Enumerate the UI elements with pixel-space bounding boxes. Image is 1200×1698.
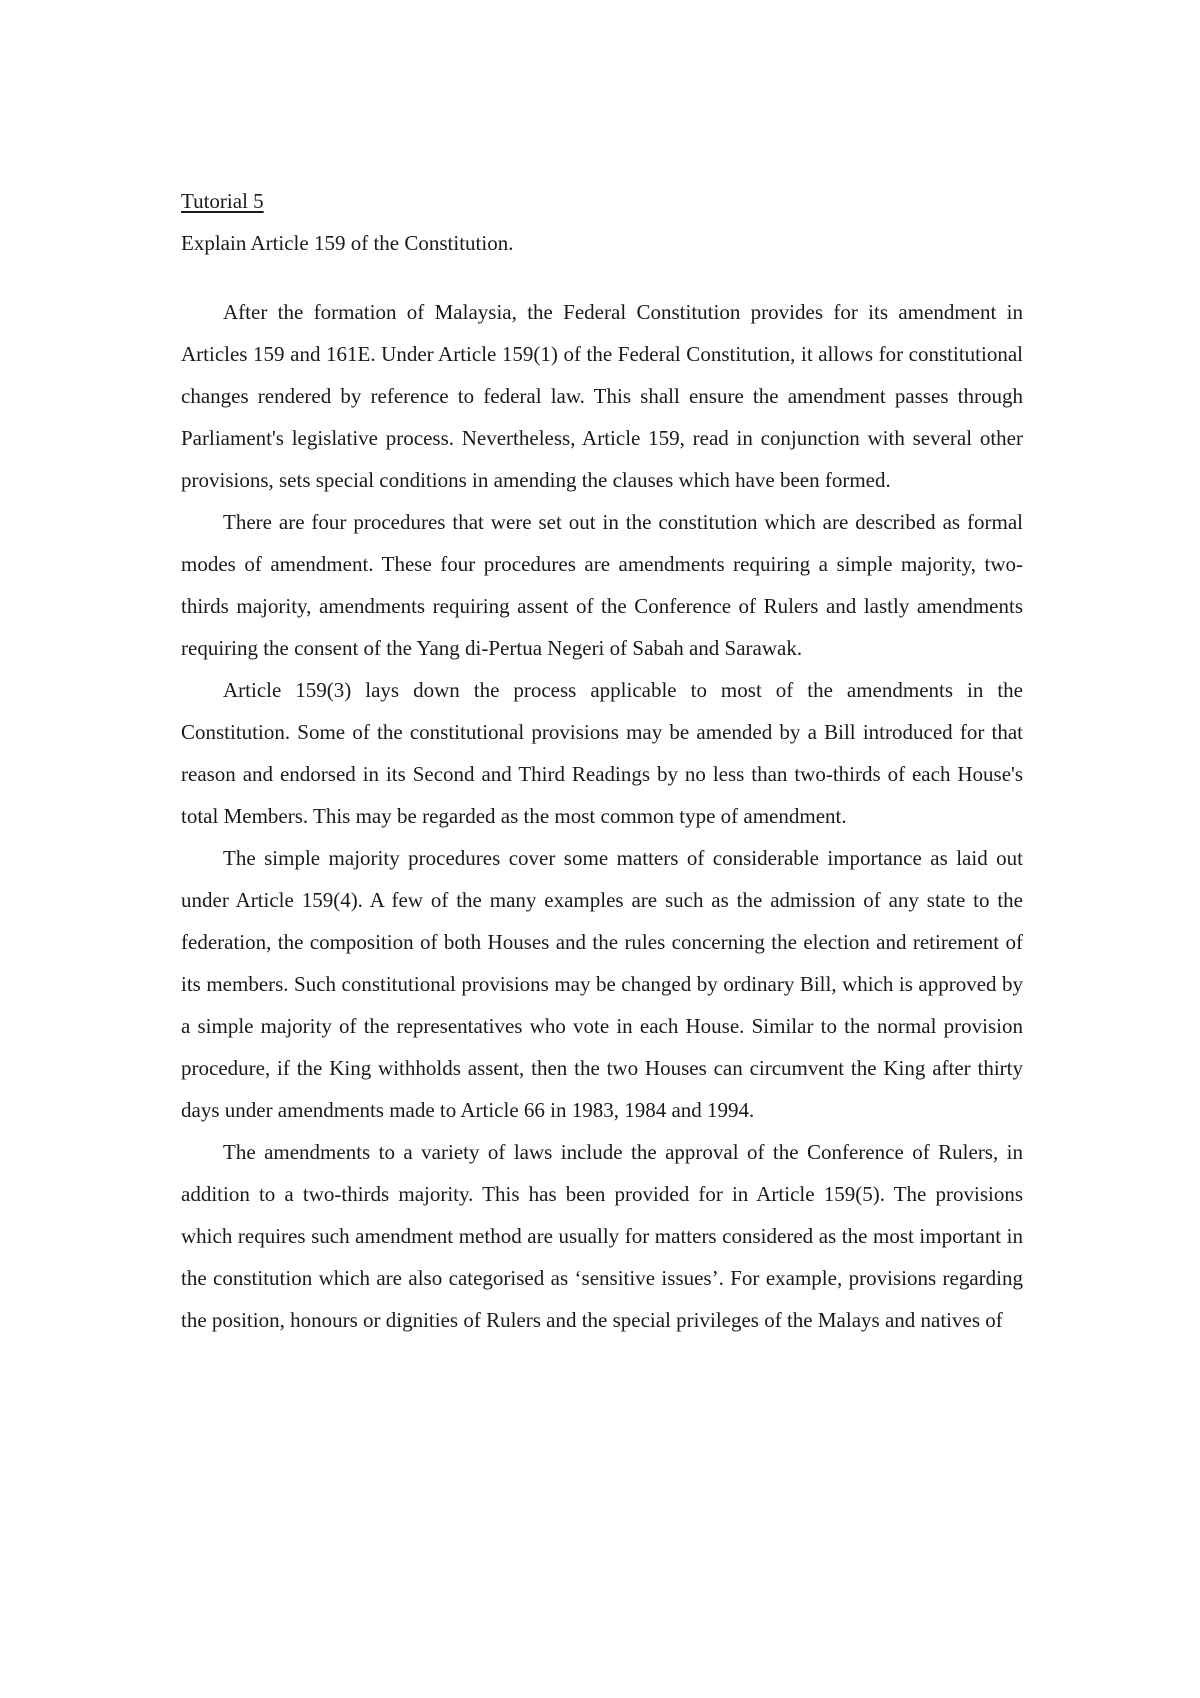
paragraph-3: Article 159(3) lays down the process applicable to most of the amendments in the Constitution. Some of the constitutional provisions may be amended by a Bill introduced for that reason and endorsed in its Second and Third Readings by no less than two-thirds of each House's total Members. This may be regarded as the most common type of amendment. <box>181 678 1023 828</box>
question-text: Explain Article 159 of the Constitution. <box>181 231 514 255</box>
document-page <box>181 186 1023 1341</box>
paragraph-2: There are four procedures that were set out in the constitution which are described as formal modes of amendment. These four procedures are amendments requiring a simple majority, two-thirds majority, amendments requiring assent of the Conference of Rulers and lastly amendments requiring the consent of the Yang di-Pertua Negeri of Sabah and Sarawak. <box>181 510 1023 660</box>
paragraph-5: The amendments to a variety of laws include the approval of the Conference of Rulers, in addition to a two-thirds majority. This has been provided for in Article 159(5). The provisions which requires such amendment method are usually for matters considered as the most important in the constitution which are also categorised as ‘sensitive issues’. For example, provisions regarding the position, honours or dignities of Rulers and the special privileges of the Malays and natives of <box>181 1140 1023 1332</box>
document-body <box>181 291 1023 1341</box>
paragraph-1: After the formation of Malaysia, the Federal Constitution provides for its amendment in Articles 159 and 161E. Under Article 159(1) of the Federal Constitution, it allows for constitutional changes rendered by reference to federal law. This shall ensure the amendment passes through Parliament's legislative process. Nevertheless, Article 159, read in conjunction with several other provisions, sets special conditions in amending the clauses which have been formed. <box>181 300 1023 492</box>
document-title: Tutorial 5 <box>181 189 264 213</box>
paragraph-4: The simple majority procedures cover some matters of considerable importance as laid out under Article 159(4). A few of the many examples are such as the admission of any state to the federation, the composition of both Houses and the rules concerning the election and retirement of its members. Such constitutional provisions may be changed by ordinary Bill, which is approved by a simple majority of the representatives who vote in each House. Similar to the normal provision procedure, if the King withholds assent, then the two Houses can circumvent the King after thirty days under amendments made to Article 66 in 1983, 1984 and 1994. <box>181 846 1023 1122</box>
